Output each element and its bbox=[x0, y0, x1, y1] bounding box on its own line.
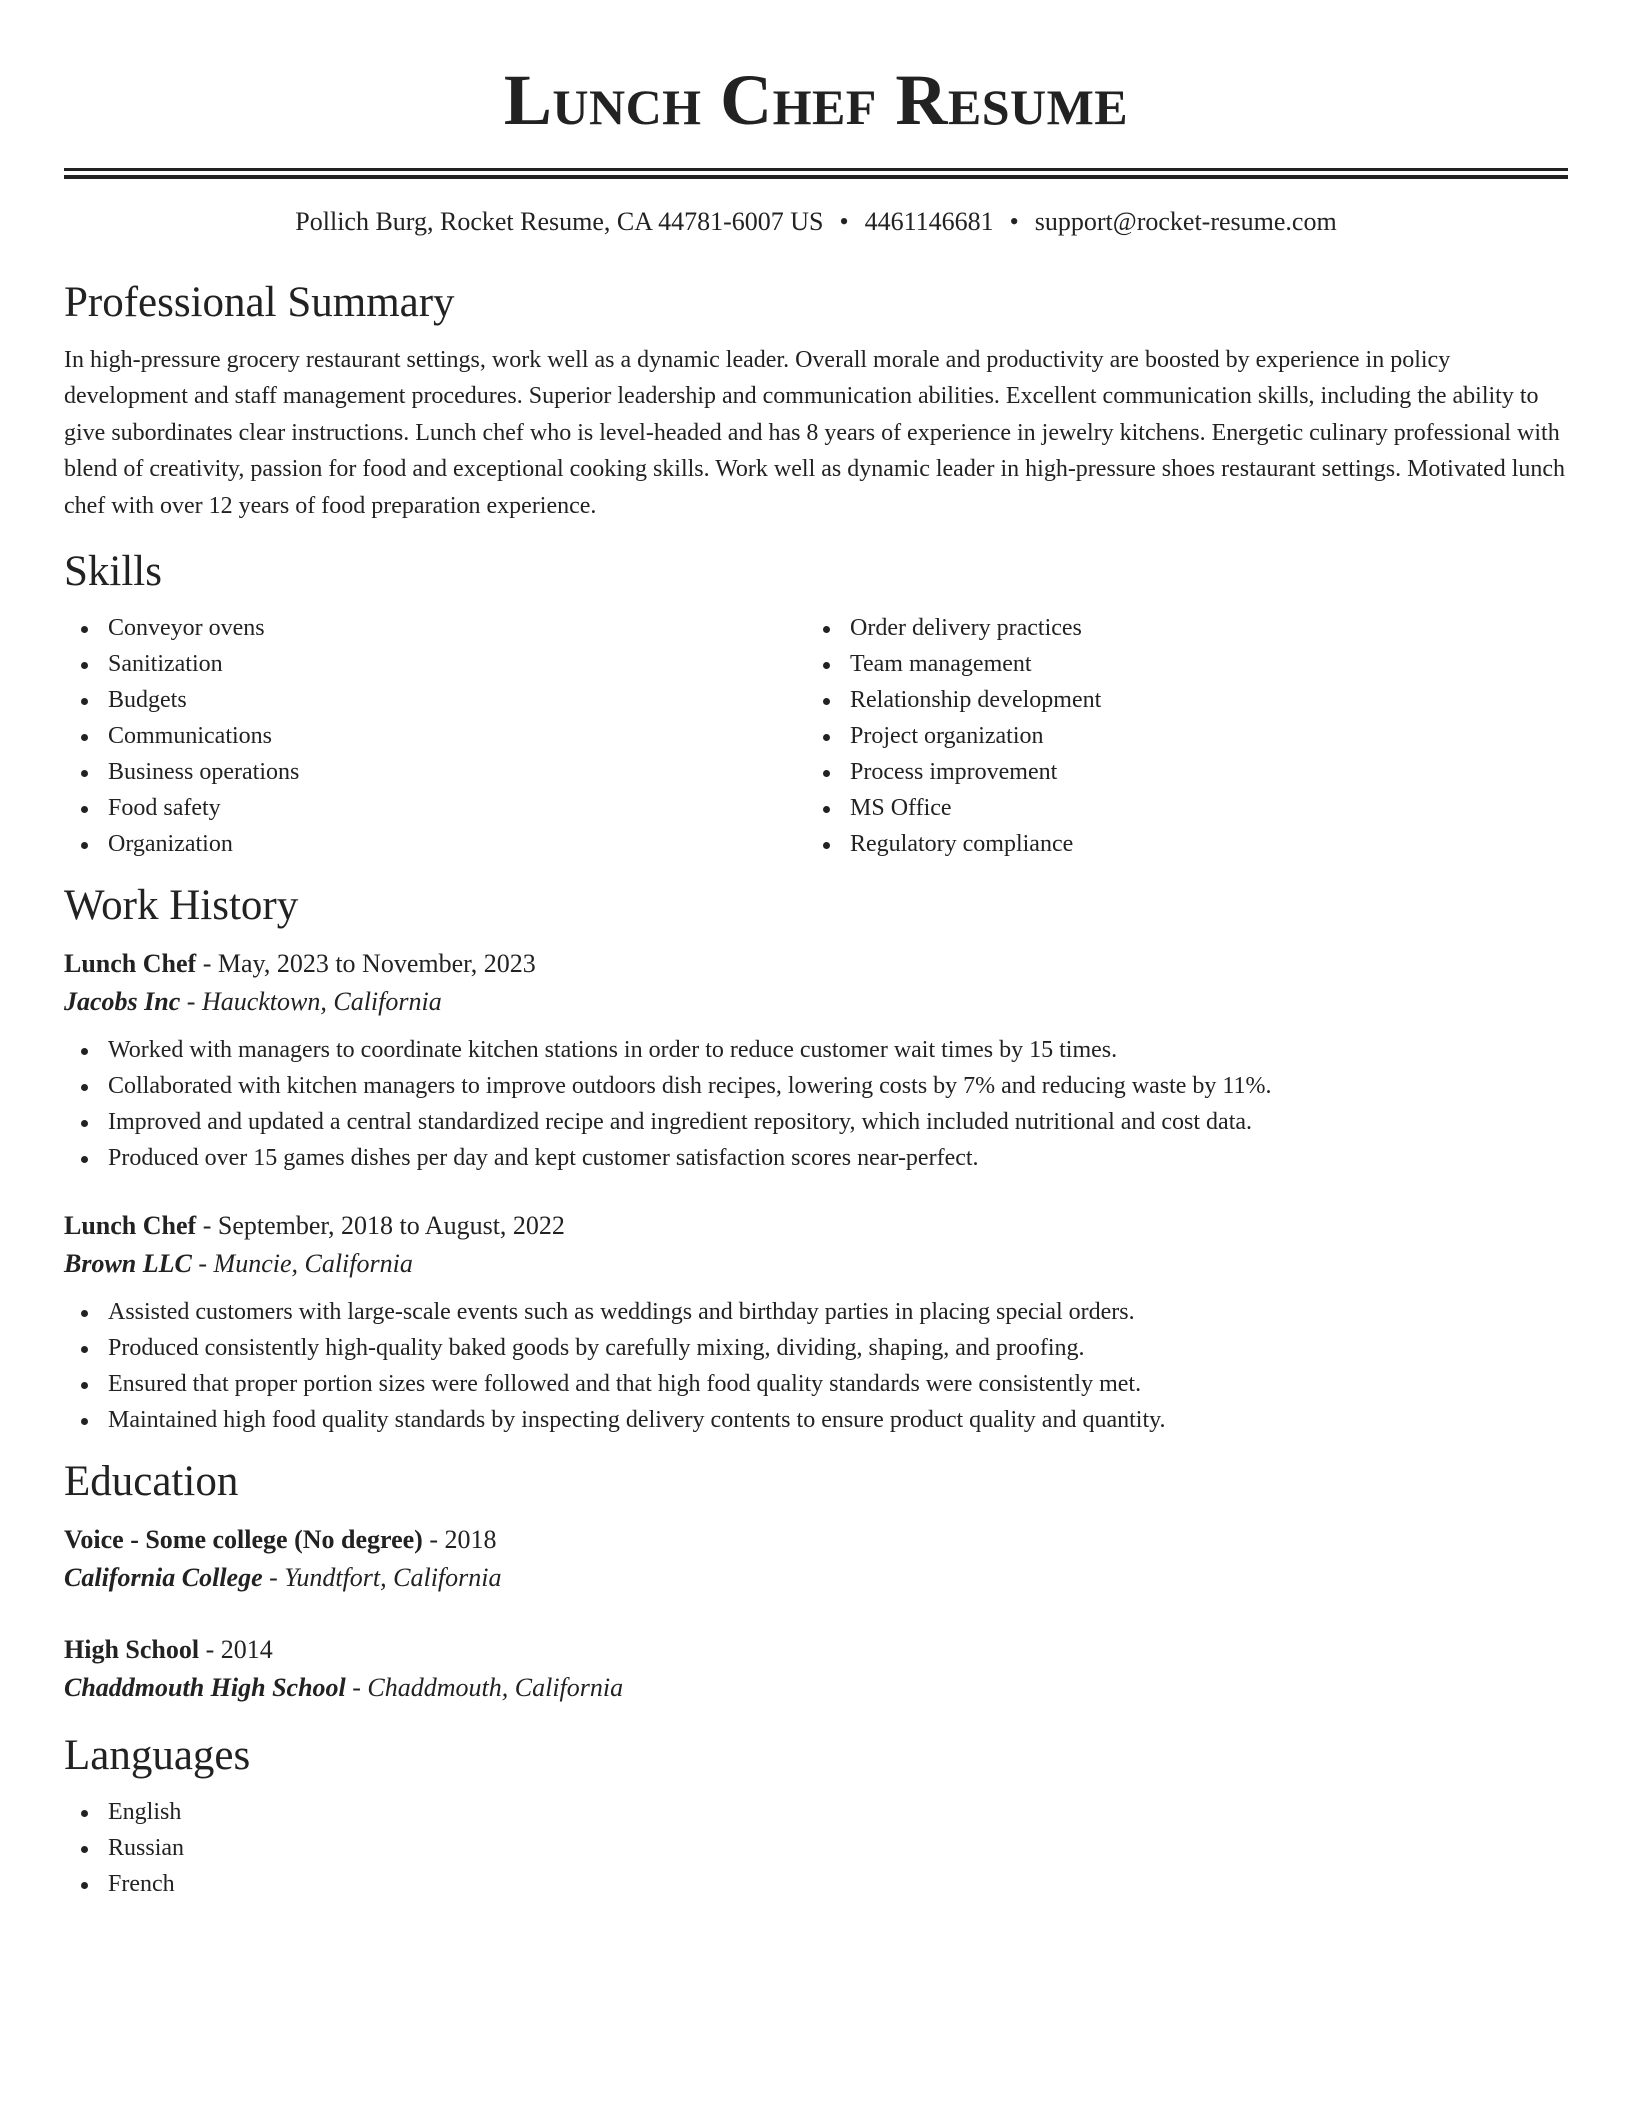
language-item: French bbox=[64, 1866, 1568, 1902]
skill-item: Conveyor ovens bbox=[64, 610, 806, 646]
job-title: Lunch Chef bbox=[64, 949, 197, 979]
contact-line bbox=[64, 207, 1568, 237]
contact-separator: • bbox=[839, 207, 849, 236]
skill-item: Organization bbox=[64, 826, 806, 862]
job-duty: Improved and updated a central standardized recipe and ingredient repository, which included nutritional and cost data. bbox=[64, 1104, 1568, 1140]
language-item: English bbox=[64, 1794, 1568, 1830]
skills-heading: Skills bbox=[64, 548, 162, 596]
education-degree-line bbox=[64, 1522, 1568, 1558]
job-company: Brown LLC bbox=[64, 1249, 192, 1279]
skill-item: Project organization bbox=[806, 718, 1548, 754]
job-company-line bbox=[64, 1244, 1568, 1284]
job-title-line bbox=[64, 1208, 1568, 1244]
education-degree: Voice - Some college (No degree) bbox=[64, 1525, 423, 1555]
job-duty: Produced consistently high-quality baked goods by carefully mixing, dividing, shaping, and proofing. bbox=[64, 1330, 1568, 1366]
skill-item: Communications bbox=[64, 718, 806, 754]
summary-heading: Professional Summary bbox=[64, 279, 455, 326]
job-duty: Ensured that proper portion sizes were followed and that high food quality standards were consistently met. bbox=[64, 1366, 1568, 1402]
job-duty: Produced over 15 games dishes per day and kept customer satisfaction scores near-perfect. bbox=[64, 1140, 1568, 1176]
education-entry bbox=[64, 1632, 1568, 1708]
education-year: - 2018 bbox=[422, 1525, 497, 1555]
education-year: - 2014 bbox=[199, 1635, 273, 1665]
skills-column-left bbox=[64, 610, 806, 862]
skill-item: Sanitization bbox=[64, 646, 806, 682]
skills-column-right bbox=[806, 610, 1548, 862]
education-location: - Yundtfort, California bbox=[262, 1563, 502, 1593]
education-degree-line bbox=[64, 1632, 1568, 1668]
education-heading: Education bbox=[64, 1458, 239, 1506]
job-dates: - September, 2018 to August, 2022 bbox=[196, 1211, 565, 1241]
education-location: - Chaddmouth, California bbox=[345, 1673, 624, 1703]
job-duty: Maintained high food quality standards by inspecting delivery contents to ensure product quality and quantity. bbox=[64, 1402, 1568, 1438]
contact-separator: • bbox=[1009, 207, 1019, 236]
job-duties bbox=[64, 1294, 1568, 1438]
job-entry bbox=[64, 1208, 1568, 1438]
education-entry bbox=[64, 1522, 1568, 1598]
skill-item: Budgets bbox=[64, 682, 806, 718]
contact-address: Pollich Burg, Rocket Resume, CA 44781-6007 US bbox=[295, 207, 824, 236]
job-duty: Collaborated with kitchen managers to improve outdoors dish recipes, lowering costs by 7% and reducing waste by 11%. bbox=[64, 1068, 1568, 1104]
job-entry bbox=[64, 946, 1568, 1176]
job-location: - Muncie, California bbox=[191, 1249, 413, 1279]
skill-item: Relationship development bbox=[806, 682, 1548, 718]
work-history-heading: Work History bbox=[64, 882, 299, 930]
education-school-line bbox=[64, 1558, 1568, 1598]
job-duty: Worked with managers to coordinate kitchen stations in order to reduce customer wait times by 15 times. bbox=[64, 1032, 1568, 1068]
education-school-line bbox=[64, 1668, 1568, 1708]
title-double-rule bbox=[64, 168, 1568, 179]
education-school: Chaddmouth High School bbox=[64, 1673, 346, 1703]
job-title-line bbox=[64, 946, 1568, 982]
resume-title: Lunch Chef Resume bbox=[503, 60, 1129, 140]
job-company-line bbox=[64, 982, 1568, 1022]
summary-text: In high-pressure grocery restaurant settings, work well as a dynamic leader. Overall morale and productivity are boosted by experience in policy development and staff management procedures. Superior leadership and communication abilities. Excellent communication skills, including the ability to give subordinates clear instructions. Lunch chef who is level-headed and has 8 years of experience in jewelry kitchens. Energetic culinary professional with blend of creativity, passion for food and exceptional cooking skills. Work well as dynamic leader in high-pressure shoes restaurant settings. Motivated lunch chef with over 12 years of food preparation experience. bbox=[64, 347, 1566, 519]
job-location: - Haucktown, California bbox=[180, 987, 442, 1017]
languages-heading: Languages bbox=[64, 1732, 251, 1780]
skill-item: Order delivery practices bbox=[806, 610, 1548, 646]
skill-item: Team management bbox=[806, 646, 1548, 682]
skill-item: MS Office bbox=[806, 790, 1548, 826]
education-school: California College bbox=[64, 1563, 263, 1593]
languages-list bbox=[64, 1794, 1568, 1902]
skill-item: Process improvement bbox=[806, 754, 1548, 790]
job-duties bbox=[64, 1032, 1568, 1176]
job-dates: - May, 2023 to November, 2023 bbox=[196, 949, 536, 979]
education-degree: High School bbox=[64, 1635, 200, 1665]
language-item: Russian bbox=[64, 1830, 1568, 1866]
skill-item: Regulatory compliance bbox=[806, 826, 1548, 862]
skill-item: Business operations bbox=[64, 754, 806, 790]
job-duty: Assisted customers with large-scale events such as weddings and birthday parties in placing special orders. bbox=[64, 1294, 1568, 1330]
job-title: Lunch Chef bbox=[64, 1211, 197, 1241]
skill-item: Food safety bbox=[64, 790, 806, 826]
job-company: Jacobs Inc bbox=[64, 987, 181, 1017]
skills-list bbox=[64, 610, 1568, 862]
contact-email: support@rocket-resume.com bbox=[1034, 207, 1337, 236]
contact-phone: 4461146681 bbox=[864, 207, 994, 236]
